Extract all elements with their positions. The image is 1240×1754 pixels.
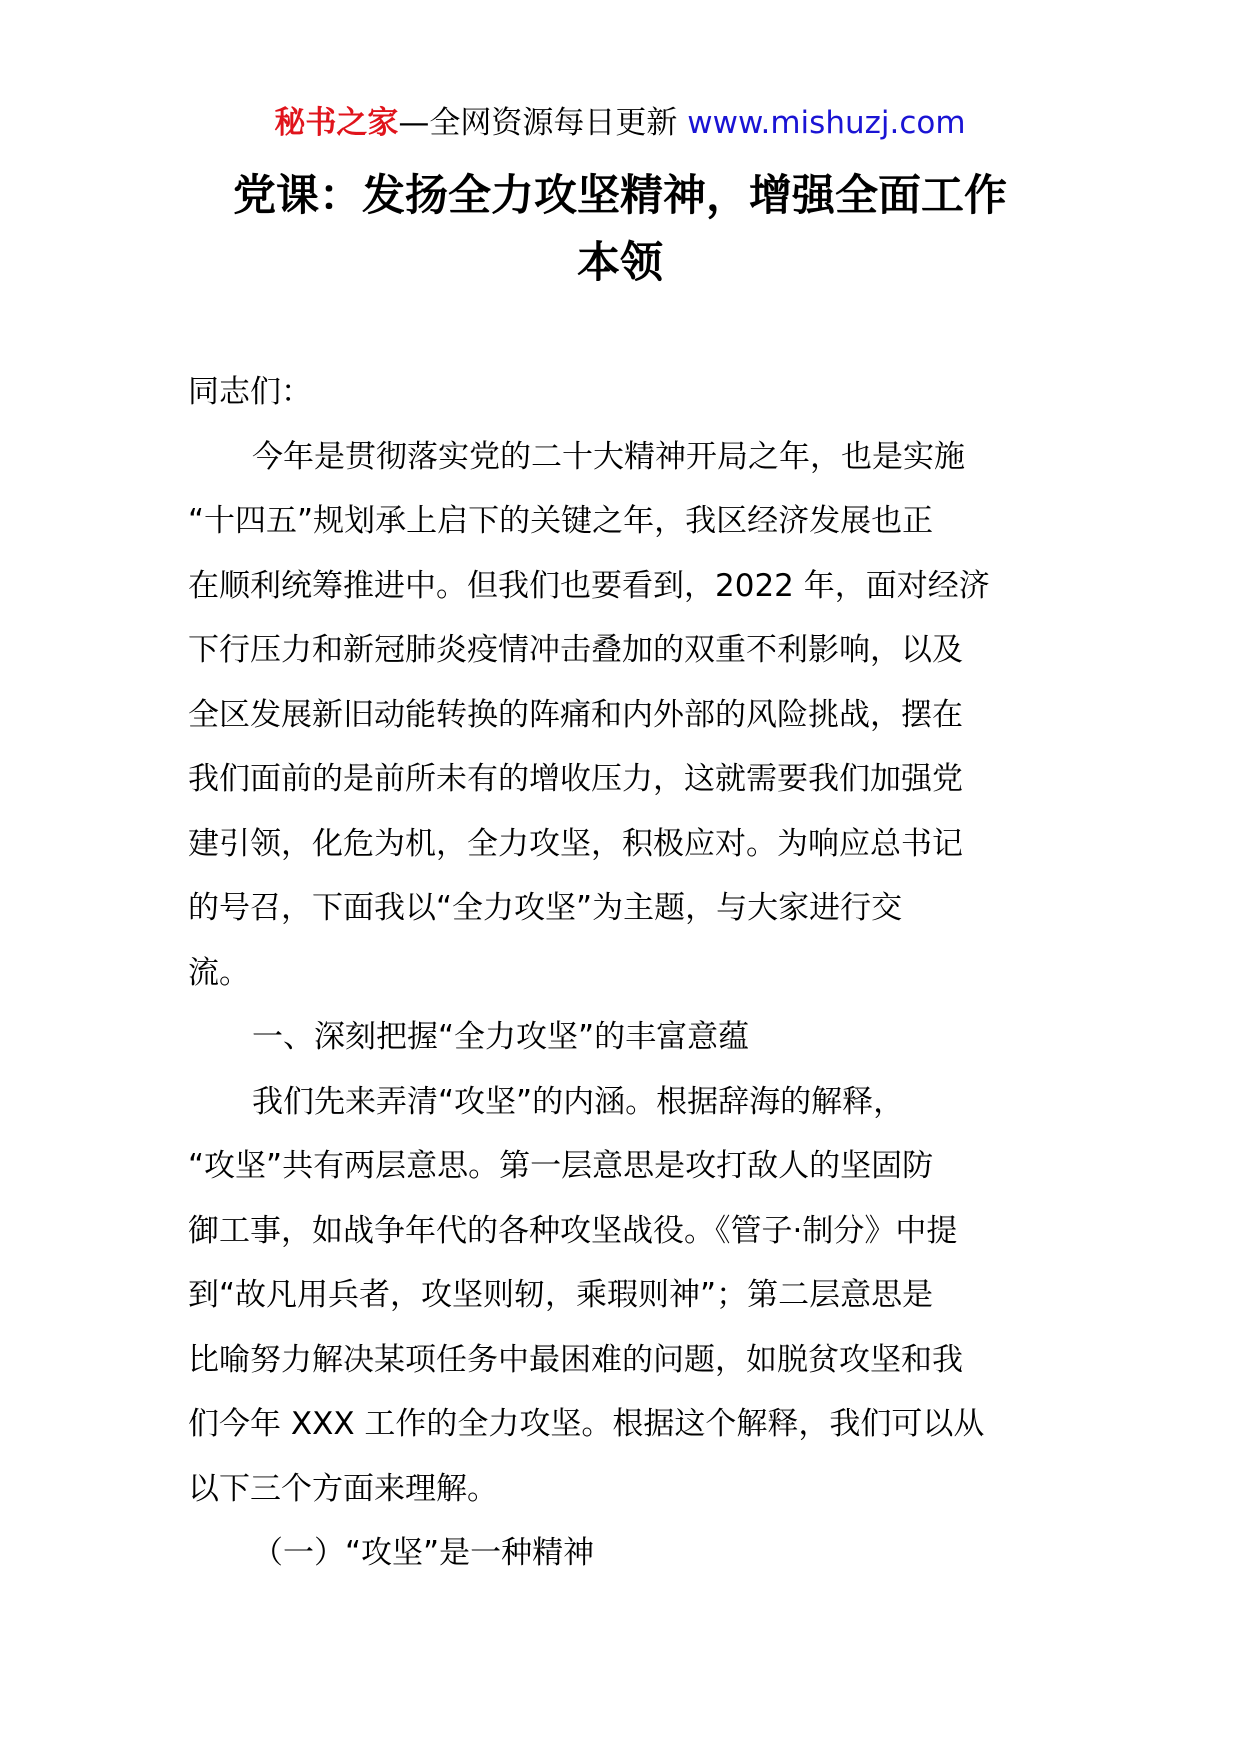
brand-name: 秘书之家	[274, 105, 399, 141]
text-line: 下行压力和新冠肺炎疫情冲击叠加的双重不利影响，以及	[188, 632, 963, 668]
text-line: 御工事，如战争年代的各种攻坚战役。《管子·制分》中提	[188, 1212, 958, 1249]
site-url[interactable]: www.mishuzj.com	[687, 105, 966, 141]
text-line: 们今年 XXX 工作的全力攻坚。根据这个解释，我们可以从	[188, 1406, 985, 1442]
text-line: 建引领，化危为机，全力攻坚，积极应对。为响应总书记	[188, 825, 963, 862]
title-line: 本领	[577, 238, 663, 288]
text-line: “攻坚”共有两层意思。第一层意思是攻打敌人的坚固防	[188, 1148, 934, 1184]
site-header	[0, 100, 1240, 146]
text-line: 在顺利统筹推进中。但我们也要看到，2022 年，面对经济	[188, 567, 990, 604]
document-body	[188, 360, 1056, 1586]
text-line: 我们先来弄清“攻坚”的内涵。根据辞海的解释，	[252, 1083, 905, 1120]
salutation: 同志们：	[188, 374, 312, 410]
header-tagline: —全网资源每日更新	[398, 105, 678, 141]
text-line: 今年是贯彻落实党的二十大精神开局之年，也是实施	[252, 438, 965, 475]
section-heading: 一、深刻把握“全力攻坚”的丰富意蕴	[252, 1019, 750, 1055]
text-line: 到“故凡用兵者，攻坚则轫，乘瑕则神”；第二层意思是	[188, 1277, 934, 1313]
paragraph-intro	[188, 425, 1056, 1006]
text-line: 的号召，下面我以“全力攻坚”为主题，与大家进行交	[188, 890, 903, 926]
title-line: 党课：发扬全力攻坚精神，增强全面工作	[233, 171, 1007, 221]
text-line: 比喻努力解决某项任务中最困难的问题，如脱贫攻坚和我	[188, 1341, 963, 1378]
text-line: 全区发展新旧动能转换的阵痛和内外部的风险挑战，摆在	[188, 696, 963, 733]
text-line: 以下三个方面来理解。	[188, 1470, 498, 1507]
text-line: 我们面前的是前所未有的增收压力，这就需要我们加强党	[188, 761, 963, 797]
text-line: “十四五”规划承上启下的关键之年，我区经济发展也正	[188, 503, 934, 539]
paragraph-meaning	[188, 1070, 1056, 1522]
subsection-heading: （一）“攻坚”是一种精神	[252, 1535, 595, 1571]
text-line: 流。	[188, 954, 250, 991]
document-title	[130, 163, 1110, 297]
